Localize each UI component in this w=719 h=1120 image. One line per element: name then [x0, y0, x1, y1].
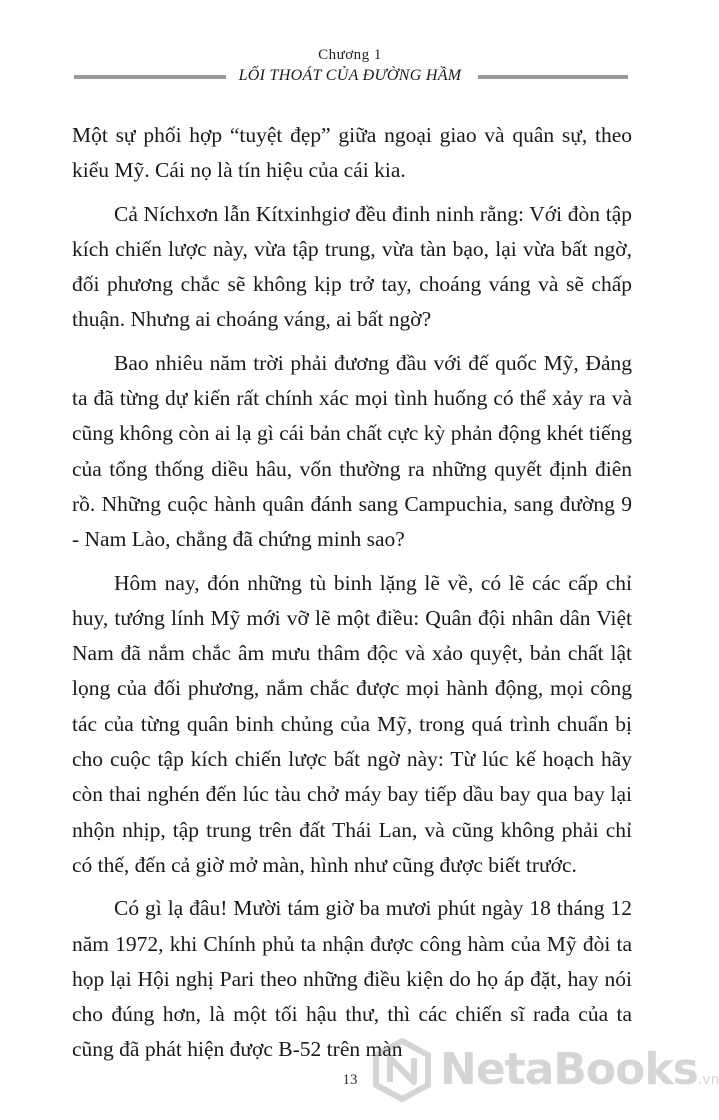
watermark-suffix: .vn — [697, 1072, 719, 1088]
chapter-number: Chương 1 — [318, 47, 382, 63]
header-rule-right — [478, 75, 628, 79]
paragraph: Có gì lạ đâu! Mười tám giờ ba mươi phút ngày 18 tháng 12 năm 1972, khi Chính phủ ta nhận được công hàm của Mỹ đòi ta họp lại Hội nghị Pari theo những điều kiện do họ áp đặt, hay nói cho đúng hơn, là một tối hậu thư, thì các chiến sĩ rađa của ta cũng đã phát hiện được B-52 trên màn — [72, 896, 632, 1062]
paragraph: Hôm nay, đón những tù binh lặng lẽ về, có lẽ các cấp chỉ huy, tướng lính Mỹ mới vỡ lẽ một điều: Quân đội nhân dân Việt Nam đã nắm chắc âm mưu thâm độc và xảo quyệt, bản chất lật lọng của đối phương, nắm chắc được mọi hành động, mọi công tác của từng quân binh chủng của Mỹ, trong quá trình chuẩn bị cho cuộc tập kích chiến lược bất ngờ này: Từ lúc kế hoạch hãy còn thai nghén đến lúc tàu chở máy bay tiếp dầu bay qua bay lại nhộn nhịp, tập trung trên đất Thái Lan, và cũng không phải chỉ có thế, đến cả giờ mở màn, hình như cũng được biết trước. — [72, 570, 632, 877]
paragraph: Cả Níchxơn lẫn Kítxinhgiơ đều đinh ninh rằng: Với đòn tập kích chiến lược này, vừa tập trung, vừa tàn bạo, lại vừa bất ngờ, đối phương chắc sẽ không kịp trở tay, choáng váng và sẽ chấp thuận. Nhưng ai choáng váng, ai bất ngờ? — [72, 201, 632, 332]
page-body — [72, 118, 632, 1068]
header-title-row — [0, 66, 700, 88]
netabooks-logo-icon — [370, 1038, 434, 1102]
paragraph: Bao nhiêu năm trời phải đương đầu với đế quốc Mỹ, Đảng ta đã từng dự kiến rất chính xác mọi tình huống có thể xảy ra và cũng không còn ai lạ gì cái bản chất cực kỳ phản động khét tiếng của tổng thống diều hâu, vốn thường ra những quyết định điên rồ. Những cuộc hành quân đánh sang Campuchia, sang đường 9 - Nam Lào, chẳng đã chứng minh sao? — [72, 350, 632, 552]
paragraph: Một sự phối hợp “tuyệt đẹp” giữa ngoại giao và quân sự, theo kiểu Mỹ. Cái nọ là tín hiệu của cái kia. — [72, 123, 632, 183]
running-header — [0, 46, 700, 88]
watermark-brand: NetaBooks — [440, 1044, 698, 1095]
page-number: 13 — [342, 1072, 358, 1088]
watermark — [366, 1034, 719, 1120]
watermark-text — [440, 1046, 719, 1104]
chapter-title: LỐI THOÁT CỦA ĐƯỜNG HẦM — [238, 67, 462, 84]
